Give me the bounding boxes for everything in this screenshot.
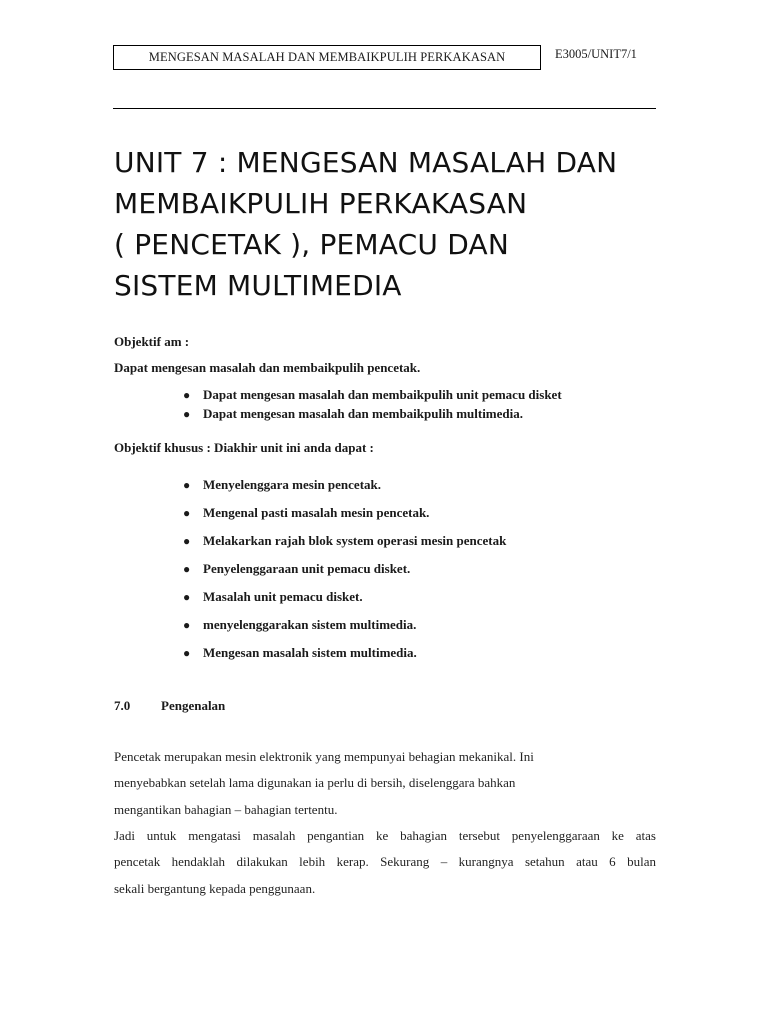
objektif-am-statement: Dapat mengesan masalah dan membaikpulih pencetak. [114, 360, 421, 375]
header-divider [113, 108, 656, 109]
bullet-icon: ● [183, 590, 191, 604]
list-item-text: Mengenal pasti masalah mesin pencetak. [203, 505, 430, 520]
section-number: 7.0 [114, 698, 131, 713]
paragraph-line: Pencetak merupakan mesin elektronik yang mempunyai behagian mekanikal. Ini [114, 749, 534, 764]
bullet-icon: ● [183, 388, 191, 402]
objektif-khusus-heading: Objektif khusus : Diakhir unit ini anda dapat : [114, 440, 374, 455]
bullet-icon: ● [183, 407, 191, 421]
unit-title [114, 142, 674, 306]
objektif-am-heading: Objektif am : [114, 334, 190, 349]
paragraph [114, 744, 656, 823]
list-item-text: Penyelenggaraan unit pemacu disket. [203, 561, 411, 576]
paragraph-line: menyebabkan setelah lama digunakan ia perlu di bersih, diselenggara bahkan [114, 775, 516, 791]
paragraph-line: sekali bergantung kepada penggunaan. [114, 880, 316, 896]
unit-title-line: ( PENCETAK ), PEMACU DAN [114, 228, 509, 261]
unit-title-line: UNIT 7 : MENGESAN MASALAH DAN [114, 146, 618, 179]
list-item-text: menyelenggarakan sistem multimedia. [203, 617, 417, 632]
unit-title-line: MEMBAIKPULIH PERKAKASAN [114, 187, 528, 220]
bullet-icon: ● [183, 478, 191, 492]
bullet-icon: ● [183, 534, 191, 548]
bullet-icon: ● [183, 506, 191, 520]
list-item-text: Masalah unit pemacu disket. [203, 589, 363, 604]
paragraph-line: Jadi untuk mengatasi masalah pengantian ke bahagian tersebut penyelenggaraan ke atas [114, 828, 656, 843]
list-item-text: Menyelenggara mesin pencetak. [203, 477, 382, 492]
list-item-text: Mengesan masalah sistem multimedia. [203, 645, 417, 660]
running-header-title: MENGESAN MASALAH DAN MEMBAIKPULIH PERKAKASAN [113, 45, 541, 70]
list-item-text: Dapat mengesan masalah dan membaikpulih multimedia. [203, 406, 523, 421]
running-header-code: E3005/UNIT7/1 [555, 47, 637, 61]
paragraph-line: pencetak hendaklah dilakukan lebih kerap. Sekurang – kurangnya setahun atau 6 bulan [114, 854, 656, 870]
paragraph-line: mengantikan bahagian – bahagian tertentu. [114, 801, 338, 817]
bullet-icon: ● [183, 646, 191, 660]
list-item-text: Dapat mengesan masalah dan membaikpulih unit pemacu disket [203, 387, 562, 402]
list-item-text: Melakarkan rajah blok system operasi mesin pencetak [203, 533, 507, 548]
section-title: Pengenalan [161, 698, 226, 713]
unit-title-line: SISTEM MULTIMEDIA [114, 269, 402, 302]
bullet-icon: ● [183, 618, 191, 632]
paragraph [114, 823, 656, 902]
bullet-icon: ● [183, 562, 191, 576]
